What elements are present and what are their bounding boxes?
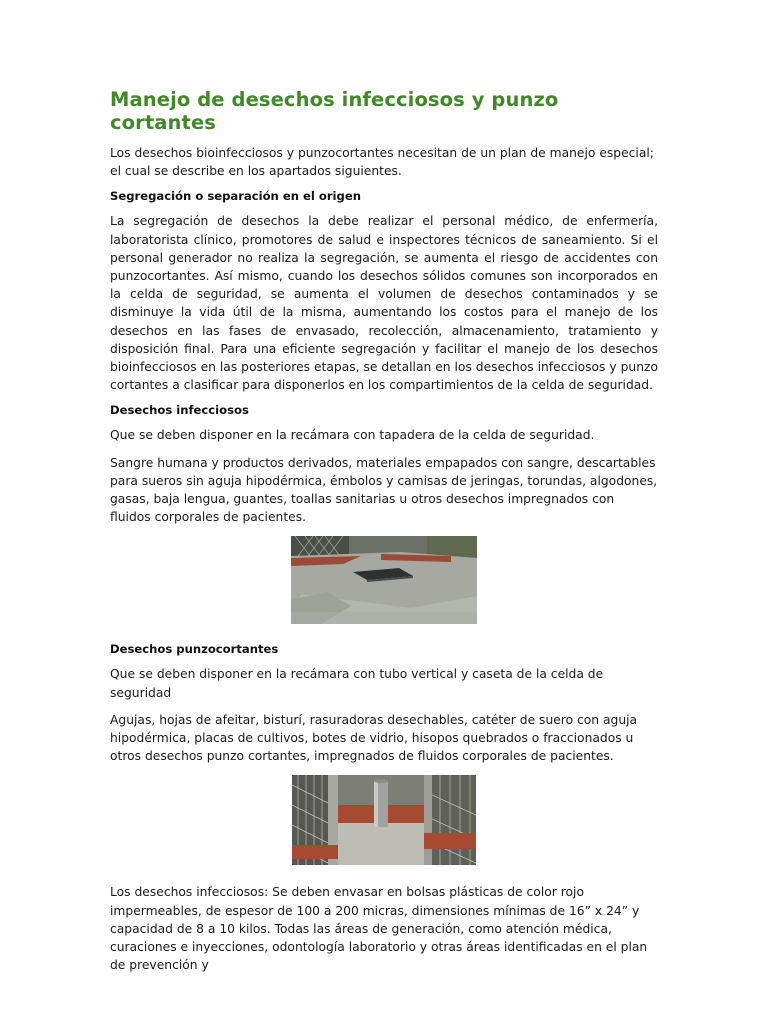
- closing-paragraph: Los desechos infecciosos: Se deben envasar en bolsas plásticas de color rojo impermeables, de espesor de 100 a 200 micras, dimensiones mínimas de 16” x 24” y capacidad de 8 a 10 kilos. Todas las áreas de generación, como atención médica, curaciones e inyecciones, odontología laboratorio y otras áreas identificadas en el plan de prevención y: [110, 885, 648, 973]
- infectious-disposal-line: Que se deben disponer en la recámara con tapadera de la celda de seguridad.: [110, 428, 595, 443]
- segregation-paragraph: La segregación de desechos la debe realizar el personal médico, de enfermería, laboratorista clínico, promotores de salud e inspectores técnicos de saneamiento. Si el personal generador no realiza la segregación, se aumenta el riesgo de accidentes con punzocortantes. Así mismo, cuando los desechos sólidos comunes son incorporados en la celda de seguridad, se aumenta el volumen de desechos contaminados y se disminuye la vida útil de la misma, aumentando los costos para el manejo de los desechos en las fases de envasado, recolección, almacenamiento, tratamiento y disposición final. Para una eficiente segregación y facilitar el manejo de los desechos bioinfecciosos en las posteriores etapas, se detallan en los desechos infecciosos y punzo cortantes a clasificar para disponerlos en los compartimientos de la celda de seguridad.: [110, 214, 658, 393]
- intro-paragraph: Los desechos bioinfecciosos y punzocortantes necesitan de un plan de manejo especial; el cual se describe en los apartados siguientes.: [110, 146, 654, 179]
- infectious-paragraph: Sangre humana y productos derivados, materiales empapados con sangre, descartables para sueros sin aguja hipodérmica, émbolos y camisas de jeringas, torundas, algodones, gasas, baja lengua, guantes, toallas sanitarias u otros desechos impregnados con fluidos corporales de pacientes.: [110, 455, 658, 525]
- document-content: [110, 88, 658, 983]
- section-heading-sharps: Desechos punzocortantes: [110, 642, 279, 657]
- photo-frame-sharps: [110, 775, 658, 865]
- sharps-disposal-line: Que se deben disponer en la recámara con tubo vertical y caseta de la celda de seguridad: [110, 667, 604, 700]
- photo-infectious-chamber: [291, 536, 477, 624]
- section-heading-segregation: Segregación o separación en el origen: [110, 189, 361, 204]
- page-title: Manejo de desechos infecciosos y punzo cortantes: [110, 88, 559, 134]
- section-heading-infectious: Desechos infecciosos: [110, 403, 249, 418]
- photo-frame-infectious: [110, 536, 658, 624]
- photo-sharps-chamber: [292, 775, 476, 865]
- sharps-paragraph: Agujas, hojas de afeitar, bisturí, rasuradoras desechables, catéter de suero con aguja hipodérmica, placas de cultivos, botes de vidrio, hisopos quebrados o fraccionados u otros desechos punzo cortantes, impregnados de fluidos corporales de pacientes.: [110, 712, 638, 764]
